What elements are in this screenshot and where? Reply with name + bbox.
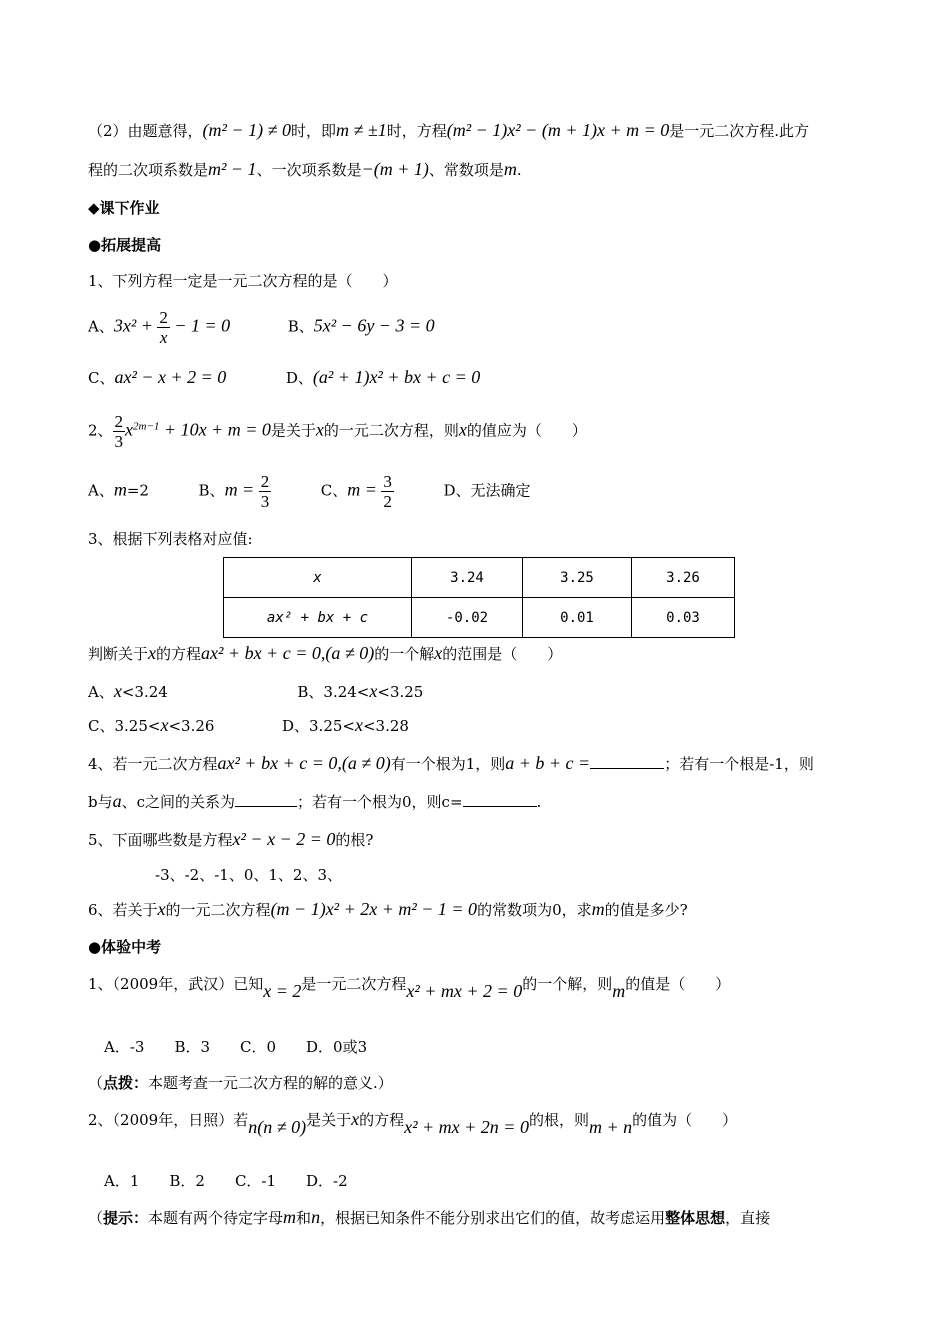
math-eq: (m² − 1)x² − (m + 1)x + m = 0 [446,120,670,140]
heading-exam: ●体验中考 [88,938,162,956]
value-table [223,557,735,638]
e1-stem: 1、（2009年，武汉）已知x = 2是一元二次方程x² + mx + 2 = 0的一个解，则m的值是（ ） [88,975,731,1001]
math-cond: (m² − 1) ≠ 0 [202,120,291,140]
q4-line1: 4、若一元二次方程ax² + bx + c = 0,(a ≠ 0)有一个根为1，则a + b + c = ；若有一个根是-1，则 [88,753,814,773]
q1-options-cd: C、ax² − x + 2 = 0 D、(a² + 1)x² + bx + c = 0 [88,367,481,387]
q1-stem: 1、下列方程一定是一元二次方程的是（ ） [88,272,398,290]
answer-blank [235,806,297,807]
p1-line2: 程的二次项系数是m² − 1、一次项系数是−(m + 1)、常数项是m. [88,159,522,179]
q2-stem: 2、 $\frac{2}{3}$ $x^{2m-1} + 10x + m = 0$是关于x的一元二次方程，则x的值应为（ ） [88,412,587,451]
q4-line2: b与a、c之间的关系为 ；若有一个根为0，则c= . [88,791,542,811]
answer-blank [463,806,537,807]
e2-stem: 2、（2009年，日照）若n(n ≠ 0)是关于x的方程x² + mx + 2n = 0的根，则m + n的值为（ ） [88,1109,738,1137]
p1-line1: （2）由题意得，(m² − 1) ≠ 0时，即m ≠ ±1时，方程(m² − 1)x² − (m + 1)x + m = 0是一元二次方程.此方 [88,120,810,140]
heading-homework: ◆课下作业 [88,199,160,217]
table-row: x 3.24 3.25 3.26 [224,558,735,598]
q5-stem: 5、下面哪些数是方程x² − x − 2 = 0的根? [88,829,374,849]
math-cond2: m ≠ ±1 [335,120,387,140]
fraction: $\frac{2}{x}$ [159,308,168,347]
q3-options-ab: A、x<3.24 B、3.24<x<3.25 [88,681,424,701]
q1-options-ab: A、3x² + $\frac{2}{x}$ − 1 = 0 B、5x² − 6y − 3 = 0 [88,308,435,347]
heading-extension: ●拓展提高 [88,236,162,254]
e2-options: A．1 B．2 C．-1 D．-2 [104,1172,348,1190]
q3-options-cd: C、3.25<x<3.26 D、3.25<x<3.28 [88,715,409,735]
table-row: ax² + bx + c -0.02 0.01 0.03 [224,598,735,638]
answer-blank [590,768,664,769]
e1-hint: （点拨：本题考查一元二次方程的解的意义.） [88,1074,393,1092]
q6-stem: 6、若关于x的一元二次方程(m − 1)x² + 2x + m² − 1 = 0的常数项为0，求m的值是多少? [88,899,688,919]
q2-options: A、m=2 B、m = $\frac{2}{3}$ C、m = $\frac{3}{2}$ D、无法确定 [88,472,531,511]
e2-hint: （提示：本题有两个待定字母m和n，根据已知条件不能分别求出它们的值，故考虑运用整体思想，直接 [88,1207,771,1227]
q3-question: 判断关于x的方程ax² + bx + c = 0,(a ≠ 0)的一个解x的范围是（ ） [88,643,563,663]
q3-stem: 3、根据下列表格对应值: [88,530,253,548]
e1-options: A．-3 B．3 C．0 D．0或3 [104,1038,368,1056]
q5-numbers: -3、-2、-1、0、1、2、3、 [155,866,343,884]
